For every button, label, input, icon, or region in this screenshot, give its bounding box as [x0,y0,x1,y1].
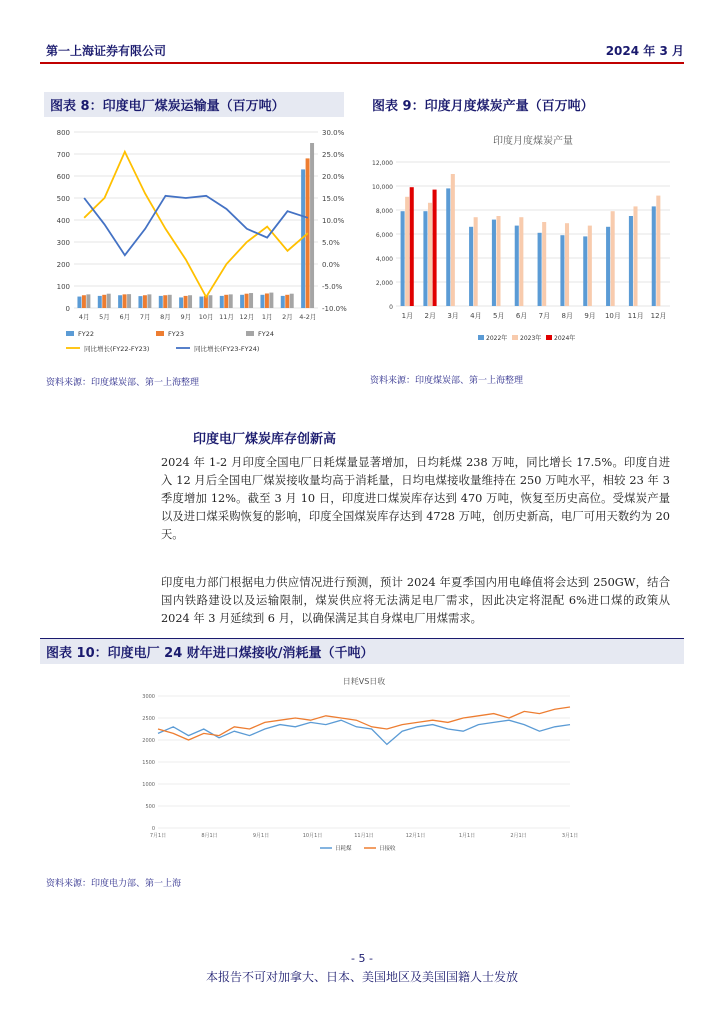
bar [469,227,473,306]
company-name: 第一上海证券有限公司 [46,44,167,58]
bar [159,296,163,308]
bar [542,222,546,306]
x-tick-label: 11月 [627,312,644,320]
bar [184,296,188,308]
bar [199,297,203,308]
y2-tick-label: 20.0% [322,173,345,181]
bar [102,295,106,308]
fig8-chart [44,118,360,364]
y-tick-label: 10,000 [372,184,393,191]
x-tick-label: 12月 [650,312,667,320]
paragraph-1: 2024 年 1-2 月印度全国电厂日耗煤量显著增加，日均耗煤 238 万吨，同比增长 17.5%。印度自进入 12 月后全国电厂煤炭接收量均高于消耗量，日均电煤接收量维持在 250 万吨水平，相较 23 年 3 季度增加 12%。截至 3 月 10 日，印度进口煤炭库存达到 470 万吨，恢复至历史高位。受煤炭产量以及进口煤采购恢复的影响，印度全国煤炭库存达到 4728 万吨，创历史新高，电厂可用天数约为 20 天。 [161,456,670,541]
x-tick-label: 11月1日 [354,833,374,839]
bar [240,295,244,308]
x-tick-label: 8月 [160,313,171,321]
x-tick-label: 10月 [198,313,214,321]
y-tick-label: 6,000 [375,232,393,239]
bar [401,211,405,306]
x-tick-label: 9月 [180,313,192,321]
x-tick-label: 4-2月 [299,313,317,321]
legend-label: FY24 [258,330,274,338]
bar [474,217,478,306]
legend-label: 日耗煤 [335,846,352,852]
bar [98,296,102,308]
fig8-title: 图表 8：印度电厂煤炭运输量（百万吨） [44,92,344,117]
x-tick-label: 10月1日 [302,833,323,839]
legend-swatch [478,335,484,340]
y2-tick-label: 5.0% [322,239,340,247]
bar [82,295,86,308]
x-tick-label: 12月 [239,313,255,321]
bar [118,295,122,308]
chart-title: 印度月度煤炭产量 [493,136,573,147]
bar [168,295,172,308]
disclaimer: 本报告不可对加拿大、日本、美国地区及美国国籍人士发放 [205,970,518,984]
fig9-title: 图表 9：印度月度煤炭产量（百万吨） [372,99,594,114]
fig10-chart [130,668,590,858]
bar [138,296,142,308]
bar [224,295,228,308]
bar [147,294,151,308]
fig10-source: 资料来源：印度电力部、第一上海 [46,879,182,889]
x-tick-label: 7月1日 [149,833,167,839]
x-tick-label: 9月1日 [252,833,270,839]
x-tick-label: 3月1日 [561,833,579,839]
bar [86,294,90,308]
x-tick-label: 2月 [282,313,293,321]
x-tick-label: 3月 [447,312,459,320]
legend-label: 同比增长(FY23-FY24) [194,345,260,353]
bar [583,236,587,306]
x-tick-label: 4月 [470,312,482,320]
x-tick-label: 2月1日 [510,833,527,839]
y2-tick-label: 25.0% [322,151,345,159]
bar [265,293,269,308]
report-date: 2024 年 3 月 [605,44,684,58]
header-divider [40,62,684,64]
x-tick-label: 10月 [604,312,621,320]
x-tick-label: 5月 [99,313,110,321]
y-tick-label: 300 [56,239,70,247]
bar [229,294,233,308]
y2-tick-label: 15.0% [322,195,345,203]
y2-tick-label: 10.0% [322,217,345,225]
x-tick-label: 2月 [424,312,436,320]
y2-tick-label: 0.0% [322,261,340,269]
y-tick-label: 1000 [142,782,155,788]
bar [290,294,294,308]
bar [451,174,455,306]
legend-label: 日接收 [379,846,396,852]
legend-label: 2023年 [520,335,542,342]
bar [163,295,167,308]
x-tick-label: 12月1日 [405,833,426,839]
bar [245,294,249,308]
series-line [158,707,570,740]
legend-label: 2024年 [554,335,576,342]
bar [656,196,660,306]
x-tick-label: 6月 [119,313,131,321]
y-tick-label: 100 [56,283,70,291]
y-tick-label: 12,000 [372,160,393,167]
fig9-chart [366,118,684,364]
x-tick-label: 5月 [493,312,505,320]
bar [428,203,432,306]
chart-title: 日耗VS日收 [342,677,386,686]
x-tick-label: 11月 [219,313,234,321]
bar [446,188,450,306]
legend-label: FY22 [78,330,94,338]
bar [285,295,289,308]
y-tick-label: 600 [56,173,70,181]
bar [560,235,564,306]
x-tick-label: 7月 [538,312,551,320]
y-tick-label: 8,000 [375,208,393,215]
x-tick-label: 4月 [78,313,90,321]
y-tick-label: 800 [56,129,70,137]
bar [423,211,427,306]
paragraph-2: 印度电力部门根据电力供应情况进行预测，预计 2024 年夏季国内用电峰值将会达到 250GW，结合国内铁路建设以及运输限制，煤炭供应将无法满足电厂需求，因此决定将混配 6%进口煤的政策从 2024 年 3 月延续到 6 月，以确保满足其自身煤电厂用煤需求。 [161,576,670,625]
x-tick-label: 8月 [561,312,573,320]
bar [652,206,656,306]
x-tick-label: 1月1日 [458,833,476,839]
bar [515,226,519,306]
y-tick-label: 500 [56,195,70,203]
bar [588,226,592,306]
bar [77,297,81,308]
x-tick-label: 1月 [261,313,273,321]
bar [538,233,542,306]
y-tick-label: 0 [151,826,155,832]
bar [208,295,212,308]
bar [492,220,496,306]
bar [123,294,127,308]
bar [179,297,183,308]
bar [633,206,637,306]
bar [310,143,314,308]
bar [269,293,273,308]
bar [565,223,569,306]
legend-swatch [246,331,254,336]
y-tick-label: 0 [65,305,70,313]
section-title: 印度电厂煤炭库存创新高 [193,432,337,447]
y-tick-label: 200 [56,261,70,269]
bar [611,211,615,306]
fig9-source: 资料来源：印度煤炭部、第一上海整理 [370,376,524,386]
x-tick-label: 1月 [401,312,414,320]
bar [519,217,523,306]
bar [127,294,131,308]
legend-label: 同比增长(FY22-FY23) [84,345,150,353]
bar [260,295,264,308]
y2-tick-label: -5.0% [322,283,343,291]
bar [107,294,111,308]
legend-label: 2022年 [486,335,508,342]
bar [143,295,147,308]
legend-label: FY23 [168,330,184,338]
y-tick-label: 2500 [142,716,155,722]
bar [496,216,500,306]
y-tick-label: 700 [56,151,70,159]
series-line [84,196,308,255]
y-tick-label: 1500 [142,760,155,766]
y2-tick-label: 30.0% [322,129,345,137]
x-tick-label: 9月 [584,312,596,320]
legend-swatch [546,335,552,340]
x-tick-label: 7月 [139,313,151,321]
series-line [84,152,308,297]
x-tick-label: 8月1日 [201,833,218,839]
bar [629,216,633,306]
y-tick-label: 2000 [142,738,155,744]
bar [220,296,224,308]
x-tick-label: 6月 [515,312,528,320]
bar [410,187,414,306]
y-tick-label: 2,000 [375,280,393,287]
bar [606,227,610,306]
y2-tick-label: -10.0% [322,305,347,313]
y-tick-label: 400 [56,217,70,225]
legend-swatch [156,331,164,336]
page-number: - 5 - [351,952,373,965]
fig10-title: 图表 10：印度电厂 24 财年进口煤接收/消耗量（千吨） [40,638,684,664]
bar [433,190,437,306]
legend-swatch [66,331,74,336]
bar [405,197,409,306]
fig8-source: 资料来源：印度煤炭部、第一上海整理 [46,378,200,388]
y-tick-label: 500 [145,804,155,810]
legend-swatch [512,335,518,340]
bar [281,296,285,308]
bar [249,293,253,308]
y-tick-label: 3000 [142,694,155,700]
bar [188,295,192,308]
y-tick-label: 4,000 [375,256,393,263]
y-tick-label: 0 [389,304,393,311]
